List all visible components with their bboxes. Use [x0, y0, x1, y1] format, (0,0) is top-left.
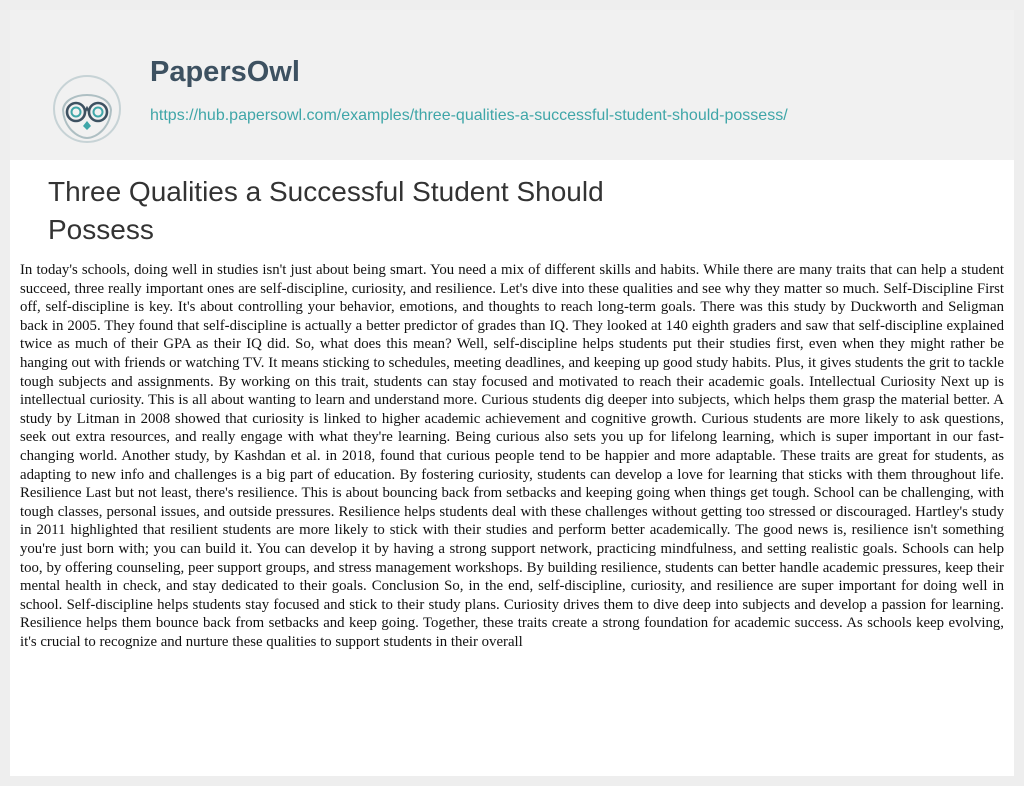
- article-body: In today's schools, doing well in studies isn't just about being smart. You need a mix of different skills and habits. While there are many traits that can help a student succeed, three really important ones are self-discipline, curiosity, and resilience. Let's dive into these qualities and see why they matter so much. Self-Discipline First off, self-discipline is key. It's about controlling your behavior, emotions, and thoughts to reach long-term goals. There was this study by Duckworth and Seligman back in 2005. They found that self-discipline is actually a better predictor of grades than IQ. They looked at 140 eighth graders and saw that self-discipline explained twice as much of their GPA as their IQ did. So, what does this mean? Well, self-discipline helps students put their studies first, even when they might rather be hanging out with friends or watching TV. It means sticking to schedules, meeting deadlines, and keeping up good study habits. Plus, it gives students the grit to tackle tough subjects and assignments. By working on this trait, students can stay focused and motivated to reach their academic goals. Intellectual Curiosity Next up is intellectual curiosity. This is all about wanting to learn and understand more. Curious students dig deeper into subjects, which helps them grasp the material better. A study by Litman in 2008 showed that curiosity is linked to higher academic achievement and cognitive growth. Curious students are more likely to ask questions, seek out extra resources, and really engage with what they're learning. Being curious also sets you up for lifelong learning, which is super important in our fast-changing world. Another study, by Kashdan et al. in 2018, found that curious people tend to be happier and more adaptable. These traits are great for students, as adapting to new info and challenges is a big part of education. By fostering curiosity, students can develop a love for learning that sticks with them throughout life. Resilience Last but not least, there's resilience. This is about bouncing back from setbacks and keeping going when things get tough. School can be challenging, with tough classes, personal issues, and outside pressures. Resilience helps students deal with these challenges without getting too stressed or discouraged. Hartley's study in 2011 highlighted that resilient students are more likely to stick with their studies and perform better academically. The good news is, resilience isn't something you're just born with; you can build it. You can develop it by having a strong support network, practicing mindfulness, and setting realistic goals. Schools can help too, by offering counseling, peer support groups, and stress management workshops. By building resilience, students can better handle academic pressures, keep their mental health in check, and stay dedicated to their goals. Conclusion So, in the end, self-discipline, curiosity, and resilience are super important for doing well in school. Self-discipline helps students stay focused and stick to their study plans. Curiosity drives them to dive deep into subjects and develop a passion for learning. Resilience helps them bounce back from setbacks and keep going. Together, these traits create a strong foundation for academic success. As schools keep evolving, it's crucial to recognize and nurture these qualities to support students in their overall: [20, 262, 1004, 650]
- owl-logo-icon: [50, 72, 124, 146]
- document-page: [10, 10, 1014, 776]
- page-title: Three Qualities a Successful Student Should Possess: [48, 176, 604, 245]
- brand-name: PapersOwl: [150, 56, 300, 88]
- source-url-link[interactable]: https://hub.papersowl.com/examples/three-qualities-a-successful-student-should-possess/: [150, 107, 788, 124]
- site-header: [10, 10, 1014, 160]
